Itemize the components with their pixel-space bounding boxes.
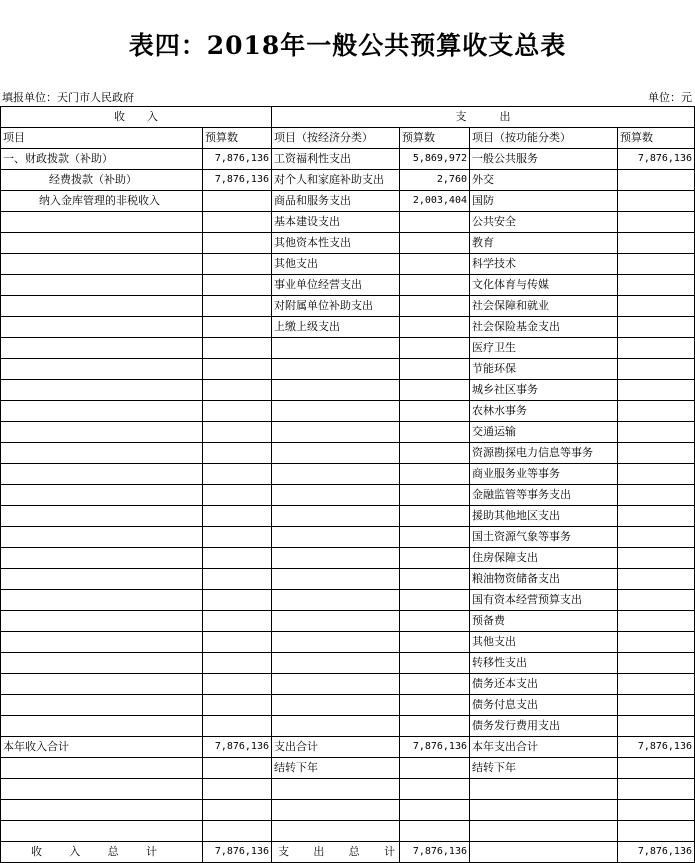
empty-cell [1,758,203,779]
table-row [1,569,695,590]
func-value-cell [618,632,695,653]
budget-table [0,106,695,863]
table-row [1,401,695,422]
econ-value-cell [400,317,470,338]
income-grand-label: 收入总计 [1,842,203,863]
econ-value-cell [400,674,470,695]
econ-value-cell: 2,003,404 [400,191,470,212]
econ-item-cell: 其他资本性支出 [272,233,400,254]
func-grand-value: 7,876,136 [618,842,695,863]
econ-item-cell [272,422,400,443]
econ-value-cell [400,548,470,569]
empty-cell [618,779,695,800]
func-item-cell: 资源勘探电力信息等事务 [470,443,618,464]
func-item-cell: 城乡社区事务 [470,380,618,401]
func-item-cell: 教育 [470,233,618,254]
econ-value-cell [400,443,470,464]
func-item-cell: 农林水事务 [470,401,618,422]
func-value-cell [618,296,695,317]
income-item-cell [1,506,203,527]
func-item-cell: 社会保险基金支出 [470,317,618,338]
func-value-cell: 7,876,136 [618,149,695,170]
func-value-cell [618,170,695,191]
table-row [1,527,695,548]
col-header-item: 项目 [1,128,203,149]
func-value-cell [618,569,695,590]
income-item-cell [1,485,203,506]
grand-total-row [1,842,695,863]
income-value-cell [203,695,272,716]
econ-item-cell: 商品和服务支出 [272,191,400,212]
income-item-cell [1,254,203,275]
func-item-cell: 其他支出 [470,632,618,653]
income-item-cell [1,401,203,422]
income-item-cell [1,317,203,338]
income-item-cell [1,443,203,464]
func-value-cell [618,191,695,212]
empty-cell [272,800,400,821]
income-item-cell [1,569,203,590]
func-value-cell [618,653,695,674]
econ-value-cell [400,716,470,737]
func-item-cell: 交通运输 [470,422,618,443]
func-item-cell: 公共安全 [470,212,618,233]
econ-total-value: 7,876,136 [400,737,470,758]
func-item-cell: 国防 [470,191,618,212]
income-item-cell [1,527,203,548]
func-total-value: 7,876,136 [618,737,695,758]
econ-item-cell [272,674,400,695]
func-value-cell [618,338,695,359]
expense-grand-value: 7,876,136 [400,842,470,863]
income-value-cell [203,569,272,590]
income-value-cell [203,443,272,464]
income-item-cell [1,338,203,359]
func-item-cell: 国有资本经营预算支出 [470,590,618,611]
func-item-cell: 债务还本支出 [470,674,618,695]
econ-value-cell [400,464,470,485]
income-item-cell [1,422,203,443]
income-total-label: 本年收入合计 [1,737,203,758]
func-item-cell: 预备费 [470,611,618,632]
table-row [1,212,695,233]
income-value-cell [203,380,272,401]
income-value-cell [203,191,272,212]
income-value-cell [203,212,272,233]
empty-cell [1,800,203,821]
income-item-cell: 经费拨款（补助） [1,170,203,191]
income-value-cell [203,338,272,359]
econ-total-label: 支出合计 [272,737,400,758]
col-header-budget2: 预算数 [400,128,470,149]
income-item-cell [1,695,203,716]
table-row [1,359,695,380]
func-item-cell: 商业服务业等事务 [470,464,618,485]
income-item-cell [1,233,203,254]
func-value-cell [618,695,695,716]
col-header-econ: 项目（按经济分类） [272,128,400,149]
table-row [1,611,695,632]
econ-item-cell [272,716,400,737]
econ-item-cell [272,359,400,380]
func-item-cell: 援助其他地区支出 [470,506,618,527]
func-carry-label: 结转下年 [470,758,618,779]
income-item-cell [1,296,203,317]
econ-item-cell: 事业单位经营支出 [272,275,400,296]
econ-item-cell: 对个人和家庭补助支出 [272,170,400,191]
econ-value-cell [400,485,470,506]
table-row [1,674,695,695]
blank-row [1,821,695,842]
econ-value-cell [400,422,470,443]
reporting-unit: 填报单位：天门市人民政府 [2,91,134,104]
econ-value-cell [400,338,470,359]
func-value-cell [618,485,695,506]
func-value-cell [618,422,695,443]
econ-item-cell [272,464,400,485]
econ-value-cell [400,212,470,233]
empty-cell [400,779,470,800]
empty-cell [470,821,618,842]
income-item-cell [1,464,203,485]
func-item-cell: 医疗卫生 [470,338,618,359]
func-total-label: 本年支出合计 [470,737,618,758]
income-item-cell [1,548,203,569]
econ-item-cell [272,590,400,611]
income-value-cell [203,611,272,632]
empty-cell [272,779,400,800]
func-item-cell: 外交 [470,170,618,191]
empty-cell [400,821,470,842]
table-row [1,632,695,653]
func-item-cell: 节能环保 [470,359,618,380]
func-value-cell [618,611,695,632]
func-item-cell: 社会保障和就业 [470,296,618,317]
income-value-cell: 7,876,136 [203,149,272,170]
func-value-cell [618,716,695,737]
empty-cell [618,821,695,842]
func-value-cell [618,212,695,233]
func-value-cell [618,548,695,569]
income-value-cell [203,359,272,380]
table-row [1,170,695,191]
table-row [1,233,695,254]
expense-section-header: 支 出 [272,107,695,128]
empty-cell [400,800,470,821]
income-item-cell [1,590,203,611]
income-item-cell [1,674,203,695]
income-item-cell [1,380,203,401]
econ-value-cell [400,380,470,401]
table-row [1,590,695,611]
table-row [1,506,695,527]
income-value-cell [203,590,272,611]
income-value-cell [203,317,272,338]
func-value-cell [618,254,695,275]
table-row [1,443,695,464]
func-value-cell [618,443,695,464]
func-item-cell: 国土资源气象等事务 [470,527,618,548]
income-total-value: 7,876,136 [203,737,272,758]
blank-row [1,800,695,821]
econ-value-cell [400,506,470,527]
econ-carry-label: 结转下年 [272,758,400,779]
econ-item-cell [272,548,400,569]
econ-value-cell [400,233,470,254]
func-item-cell: 科学技术 [470,254,618,275]
income-value-cell [203,632,272,653]
econ-value-cell [400,569,470,590]
func-item-cell: 债务付息支出 [470,695,618,716]
table-row [1,716,695,737]
func-value-cell [618,233,695,254]
empty-cell [272,821,400,842]
income-value-cell [203,674,272,695]
econ-item-cell [272,653,400,674]
income-value-cell [203,296,272,317]
table-row [1,317,695,338]
income-value-cell [203,716,272,737]
econ-value-cell [400,632,470,653]
table-row [1,254,695,275]
empty-cell [470,800,618,821]
econ-item-cell [272,401,400,422]
econ-item-cell [272,485,400,506]
income-item-cell: 一、财政拨款（补助） [1,149,203,170]
econ-item-cell [272,506,400,527]
table-row [1,485,695,506]
table-row [1,653,695,674]
func-item-cell: 金融监管等事务支出 [470,485,618,506]
income-grand-value: 7,876,136 [203,842,272,863]
func-value-cell [618,401,695,422]
econ-item-cell [272,569,400,590]
income-item-cell: 纳入金库管理的非税收入 [1,191,203,212]
econ-value-cell: 5,869,972 [400,149,470,170]
empty-cell [203,779,272,800]
econ-value-cell [400,695,470,716]
econ-value-cell [400,611,470,632]
econ-item-cell: 对附属单位补助支出 [272,296,400,317]
econ-item-cell [272,338,400,359]
econ-item-cell [272,380,400,401]
table-row [1,695,695,716]
empty-cell [618,758,695,779]
income-item-cell [1,359,203,380]
income-item-cell [1,212,203,233]
col-header-budget3: 预算数 [618,128,695,149]
func-value-cell [618,527,695,548]
income-value-cell [203,233,272,254]
table-row [1,149,695,170]
col-header-func: 项目（按功能分类） [470,128,618,149]
expense-grand-label: 支出总计 [272,842,400,863]
empty-cell [203,800,272,821]
table-row [1,380,695,401]
income-value-cell [203,464,272,485]
page-title: 表四：2018年一般公共预算收支总表 [128,31,567,60]
econ-item-cell: 工资福利性支出 [272,149,400,170]
func-item-cell: 一般公共服务 [470,149,618,170]
econ-item-cell: 其他支出 [272,254,400,275]
empty-cell [618,800,695,821]
table-row [1,464,695,485]
totals-row [1,737,695,758]
empty-cell [470,779,618,800]
econ-value-cell [400,590,470,611]
econ-item-cell [272,695,400,716]
func-value-cell [618,674,695,695]
func-item-cell: 文化体育与传媒 [470,275,618,296]
income-item-cell [1,611,203,632]
func-value-cell [618,590,695,611]
econ-value-cell [400,254,470,275]
func-value-cell [618,317,695,338]
econ-value-cell: 2,760 [400,170,470,191]
econ-item-cell: 上缴上级支出 [272,317,400,338]
income-item-cell [1,653,203,674]
econ-value-cell [400,359,470,380]
table-row [1,275,695,296]
func-value-cell [618,275,695,296]
table-row [1,296,695,317]
income-item-cell [1,716,203,737]
func-value-cell [618,506,695,527]
carry-row [1,758,695,779]
income-item-cell [1,632,203,653]
income-value-cell [203,254,272,275]
income-value-cell [203,653,272,674]
table-row [1,548,695,569]
func-value-cell [618,359,695,380]
table-row [1,191,695,212]
column-header-row [1,128,695,149]
empty-cell [400,758,470,779]
income-value-cell [203,527,272,548]
income-value-cell [203,422,272,443]
empty-cell [203,758,272,779]
empty-cell [1,779,203,800]
econ-item-cell [272,443,400,464]
income-value-cell [203,548,272,569]
econ-value-cell [400,401,470,422]
empty-cell [203,821,272,842]
blank-row [1,779,695,800]
income-value-cell [203,275,272,296]
econ-value-cell [400,527,470,548]
func-item-cell: 粮油物资储备支出 [470,569,618,590]
econ-item-cell [272,632,400,653]
econ-value-cell [400,275,470,296]
econ-value-cell [400,296,470,317]
table-row [1,338,695,359]
econ-item-cell: 基本建设支出 [272,212,400,233]
func-item-cell: 转移性支出 [470,653,618,674]
econ-item-cell [272,527,400,548]
income-section-header: 收 入 [1,107,272,128]
func-value-cell [618,380,695,401]
table-row [1,422,695,443]
income-item-cell [1,275,203,296]
func-item-cell: 住房保障支出 [470,548,618,569]
func-value-cell [618,464,695,485]
income-value-cell [203,401,272,422]
empty-cell [470,842,618,863]
currency-unit: 单位：元 [648,91,692,104]
empty-cell [1,821,203,842]
econ-item-cell [272,611,400,632]
income-value-cell [203,485,272,506]
func-item-cell: 债务发行费用支出 [470,716,618,737]
col-header-budget: 预算数 [203,128,272,149]
income-value-cell: 7,876,136 [203,170,272,191]
section-header-row [1,107,695,128]
income-value-cell [203,506,272,527]
econ-value-cell [400,653,470,674]
